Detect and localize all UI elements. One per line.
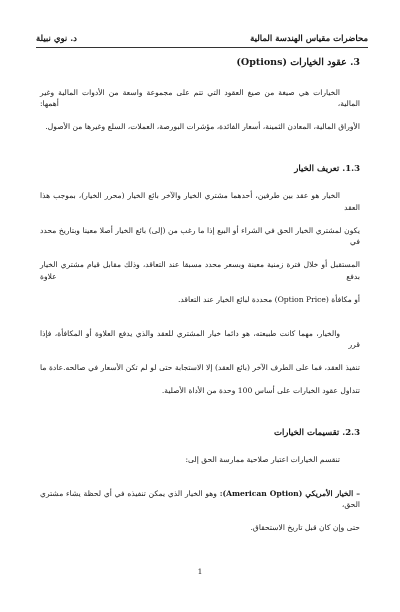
american-option-line-1 [40, 488, 360, 512]
intro-line-1: الخيارات هي صيغة من صيغ العقود التي تتم على مجموعة واسعة من الأدوات المالية وغير المالية، أهمها: [40, 87, 360, 109]
section-3-1-title: 1.3. تعريف الخيار [294, 164, 360, 175]
def-p1-line-1: الخيار هو عقد بين طرفين، أحدهما مشتري الخيار والآخر بائع الخيار (محرر الخيار)، بموجب هذا العقد [40, 191, 360, 212]
header-divider [36, 47, 368, 48]
american-option-line-2: حتى وإن كان قبل تاريخ الاستحقاق. [250, 523, 360, 533]
page-header [36, 28, 368, 44]
definition-paragraph-2 [40, 328, 360, 397]
def-p2-line-2: تنفيذ العقد، فما على الطرف الآخر (بائع العقد) إلا الاستجابة حتى لو لم تكن الأسعار في صالحه.عادة ما [40, 363, 360, 373]
american-option-definition: وهو الخيار الذي يمكن تنفيذه في أي لحظة يشاء مشتري الحق، [40, 488, 360, 510]
def-p2-line-1: والخيار، مهما كانت طبيعته، هو دائما خيار المشتري للعقد والذي يدفع العلاوة أو المكافأة، فإذا قرر [40, 328, 360, 350]
def-p1-line-3: المستقبل أو خلال فترة زمنية معينة وبسعر محدد مسبقا عند التعاقد، وذلك مقابل قيام مشتري الخيار بدفع علاوة [40, 260, 360, 282]
classification-intro-line: تنقسم الخيارات اعتبار صلاحية ممارسة الحق إلى: [185, 454, 340, 464]
def-p1-line-4: أو مكافأة (Option Price) محددة لبائع الخيار عند التعاقد. [178, 294, 360, 304]
header-course-title: محاضرات مقياس الهندسة المالية [250, 34, 368, 44]
page-number: 1 [197, 567, 203, 576]
header-author: د. نوي نبيلة [36, 34, 77, 44]
american-option-term: – الخيار الأمريكي (American Option): [219, 488, 360, 498]
def-p1-line-2: يكون لمشتري الخيار الحق في الشراء أو البيع إذا ما رغب من (إلى) بائع الخيار أصلا معينا وبتاريخ محدد في [40, 225, 360, 247]
american-option-item [40, 488, 360, 534]
def-p2-line-3: تتداول عقود الخيارات على أساس 100 وحدة من الأداة الأصلية. [161, 385, 360, 395]
definition-paragraph-1 [40, 190, 360, 305]
page-content [40, 56, 360, 546]
section-3-title: 3. عقود الخيارات (Options) [236, 57, 360, 68]
section-3-2-title: 2.3. تقسيمات الخيارات [273, 427, 360, 438]
intro-line-2: الأوراق المالية، المعادن الثمينة، أسعار الفائدة، مؤشرات البورصة، العملات، السلع وغيرها من الأصول. [45, 122, 360, 132]
section-3-intro [40, 87, 360, 133]
classification-intro [40, 454, 360, 466]
